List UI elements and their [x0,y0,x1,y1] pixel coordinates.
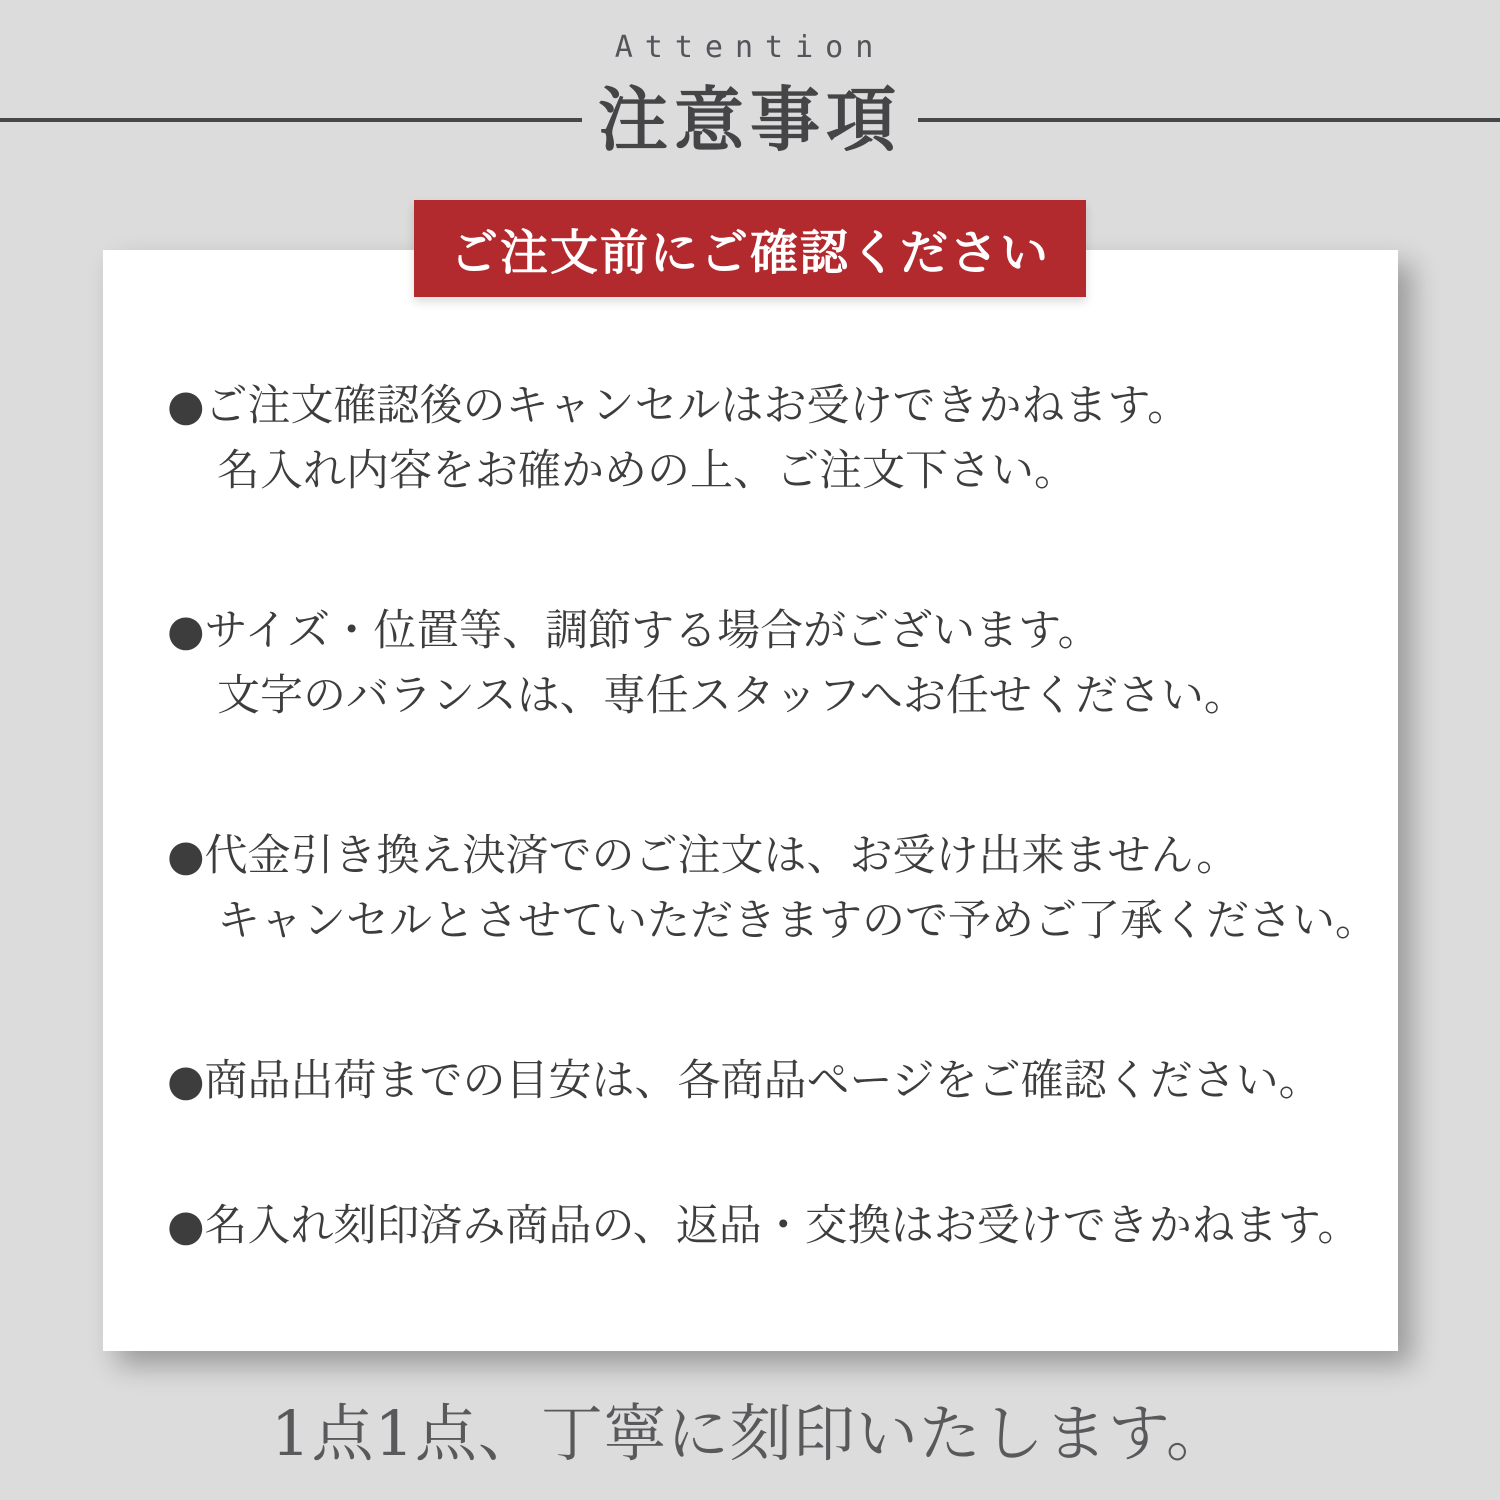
bullet-icon: ● [167,1056,205,1106]
note-line [167,599,1358,664]
note-line [167,374,1358,439]
title-rule-right [918,118,1500,122]
footer-message: 1点1点、丁寧に刻印いたします。 [271,1397,1229,1470]
notes-card [103,250,1398,1351]
bullet-icon: ● [167,381,205,431]
bullet-icon: ● [167,1201,205,1251]
note-line: 文字のバランスは、専任スタッフへお任せください。 [217,671,1247,721]
note-text: ご注文確認後のキャンセルはお受けできかねます。 [204,381,1191,431]
bullet-icon: ● [167,606,205,656]
note-size-adjustment [167,599,1358,729]
note-line [167,1194,1361,1259]
note-line [167,1049,1358,1114]
banner-label: ご注文前にご確認ください [449,225,1050,281]
note-text: サイズ・位置等、調節する場合がございます。 [204,606,1101,656]
note-line: 名入れ内容をお確かめの上、ご注文下さい。 [217,446,1077,496]
note-line: キャンセルとさせていただきますので予めご了承ください。 [217,896,1378,946]
confirm-before-order-banner [414,200,1086,297]
note-no-returns [167,1194,1361,1259]
note-line [167,824,1358,889]
note-text: 名入れ刻印済み商品の、返品・交換はお受けできかねます。 [204,1201,1361,1251]
note-cod-payment [167,824,1378,954]
note-text: 代金引き換え決済でのご注文は、お受け出来ません。 [204,831,1240,881]
bullet-icon: ● [167,831,205,881]
note-text: 商品出荷までの目安は、各商品ページをご確認ください。 [204,1056,1322,1106]
note-cancel-policy [167,374,1358,504]
attention-subtitle-en: Attention [614,30,886,65]
page-title: 注意事項 [598,78,902,161]
title-rule-left [0,118,582,122]
note-shipping-schedule [167,1049,1358,1114]
title-row [0,76,1500,164]
